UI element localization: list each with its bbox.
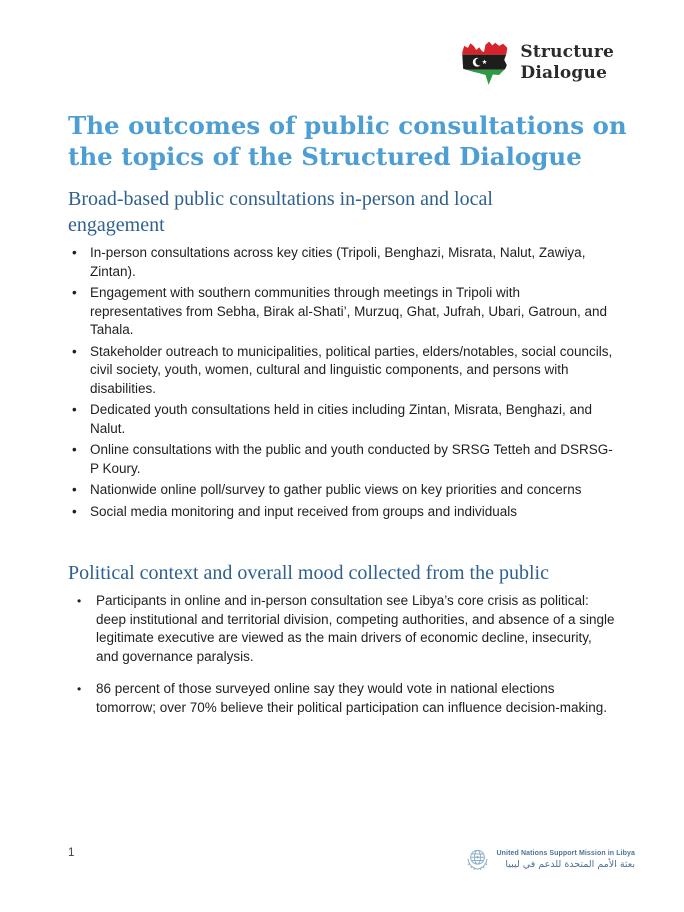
section-heading-political-context: Political context and overall mood collected from the public	[68, 562, 549, 584]
list-item: • Participants in online and in-person consultation see Libya’s core crisis as political: deep institutional and territorial division, competing authorities, and absence of a single legitimate executive are viewed as the main drivers of economic decline, insecurity, and governance paralysis.	[68, 592, 616, 666]
list-item: • Stakeholder outreach to municipalities, political parties, elders/notables, social councils, civil society, youth, women, cultural and linguistic components, and persons with disabilities.	[68, 343, 616, 399]
unsmil-footer-logo	[464, 846, 635, 873]
list-item: • Social media monitoring and input received from groups and individuals	[68, 503, 616, 522]
logo-word-dialogue: Dialogue	[520, 63, 608, 83]
list-item: • Online consultations with the public and youth conducted by SRSG Tetteh and DSRSG-P Koury.	[68, 441, 616, 478]
logo-word-structure: Structure	[520, 42, 614, 62]
logo-wordmark	[520, 42, 614, 84]
un-mission-name-en: United Nations Support Mission in Libya	[496, 849, 635, 857]
structure-dialogue-logo	[459, 40, 614, 86]
list-item: • Engagement with southern communities through meetings in Tripoli with representatives from Sebha, Birak al-Shati’, Murzuq, Ghat, Jufrah, Ubari, Gatroun, and Tahala.	[68, 284, 616, 340]
page-title: The outcomes of public consultations on the topics of the Structured Dialogue	[68, 111, 627, 171]
libya-flag-map-icon	[459, 40, 511, 86]
list-item: • Nationwide online poll/survey to gather public views on key priorities and concerns	[68, 481, 616, 500]
section-1-bullet-list	[68, 244, 616, 524]
list-item: • In-person consultations across key cities (Tripoli, Benghazi, Misrata, Nalut, Zawiya, Zintan).	[68, 244, 616, 281]
section-heading-broad-based: Broad-based public consultations in-person and local engagement	[68, 188, 493, 236]
un-emblem-icon	[464, 846, 491, 873]
list-item: • 86 percent of those surveyed online say they would vote in national elections tomorrow; over 70% believe their political participation can influence decision-making.	[68, 680, 616, 717]
list-item: • Dedicated youth consultations held in cities including Zintan, Misrata, Benghazi, and Nalut.	[68, 401, 616, 438]
section-2-bullet-list	[68, 592, 616, 731]
un-mission-text	[497, 849, 635, 871]
page-number: 1	[68, 847, 75, 859]
un-mission-name-ar: بعثة الأمم المتحدة للدعم في ليبيا	[505, 858, 635, 870]
